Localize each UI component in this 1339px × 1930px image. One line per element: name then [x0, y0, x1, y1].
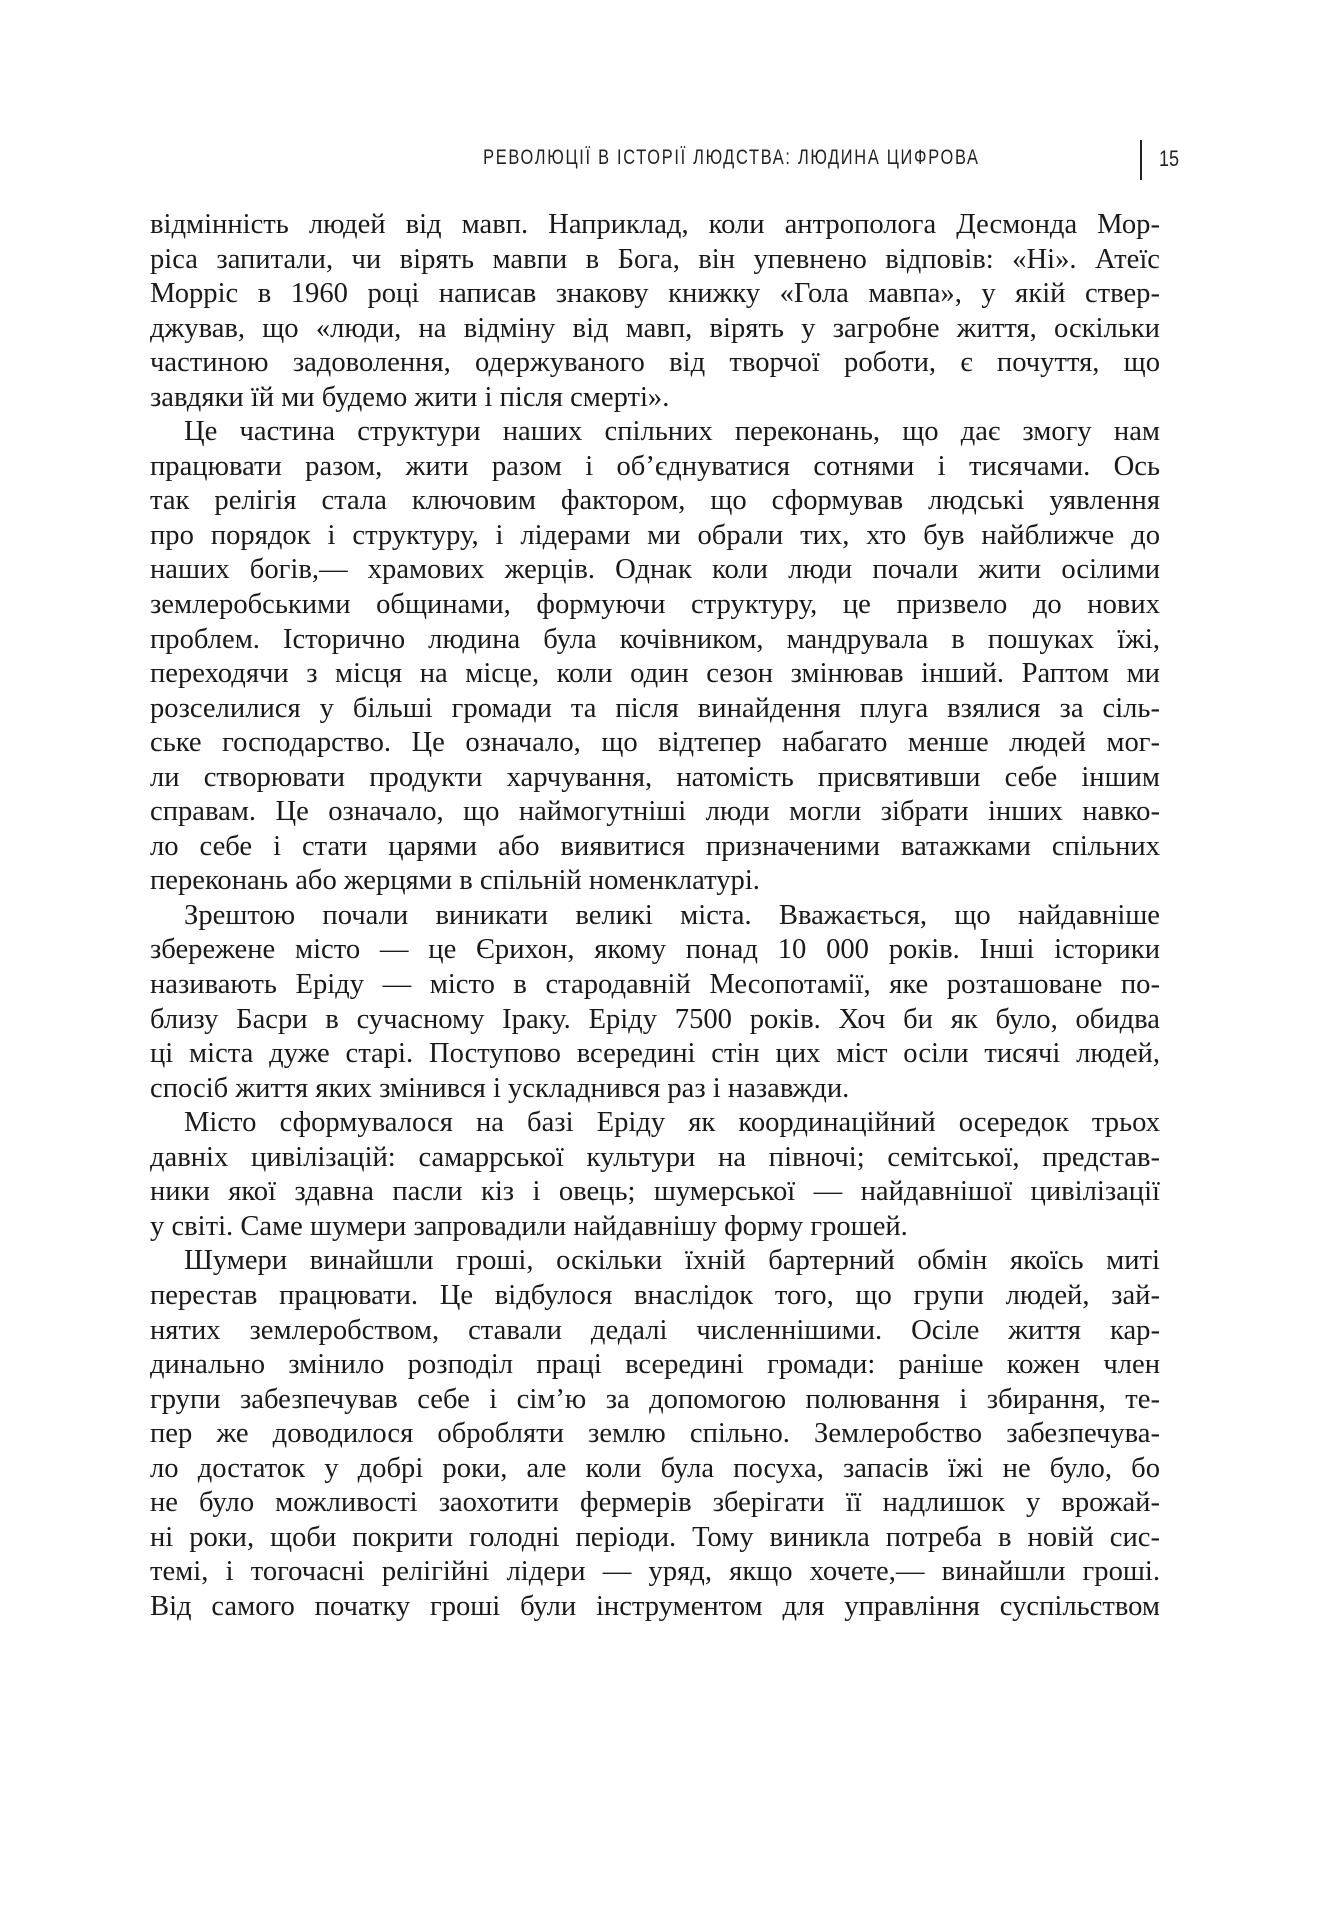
text-line: ні роки, щоби покрити голодні періоди. Тому виникла потреба в новій сис-	[150, 1521, 1160, 1553]
text-line: про порядок і структуру, і лідерами ми обрали тих, хто був найближче до	[150, 519, 1160, 551]
text-line: збережене місто — це Єрихон, якому понад 10 000 років. Інші історики	[150, 934, 1160, 966]
text-line: не було можливості заохотити фермерів зберігати її надлишок у врожай-	[150, 1487, 1160, 1519]
text-line: давніх цивілізацій: самаррської культури на півночі; семітської, представ-	[150, 1141, 1160, 1173]
page-number: 15	[1159, 146, 1180, 171]
text-line: називають Еріду — місто в стародавній Месопотамії, яке розташоване по-	[150, 969, 1160, 1001]
text-line: Морріс в 1960 році написав знакову книжку «Гола мавпа», у якій ствер-	[150, 278, 1160, 310]
text-line: завдяки їй ми будемо жити і після смерті».	[150, 381, 670, 413]
text-line: переконань або жерцями в спільній номенклатурі.	[150, 865, 760, 897]
text-line: ло себе і стати царями або виявитися призначеними ватажками спільних	[150, 830, 1160, 862]
text-line: Шумери винайшли гроші, оскільки їхній бартерний обмін якоїсь миті	[184, 1245, 1160, 1277]
text-line: землеробськими общинами, формуючи структуру, це призвело до нових	[150, 589, 1160, 621]
paragraph	[150, 1106, 1160, 1244]
text-line: переходячи з місця на місце, коли один сезон змінював інший. Раптом ми	[150, 658, 1160, 690]
body-text	[150, 208, 1160, 1624]
text-line: проблем. Історично людина була кочівником, мандрувала в пошуках їжі,	[150, 623, 1160, 655]
text-line: темі, і тогочасні релігійні лідери — уряд, якщо хочете,— винайшли гроші.	[150, 1556, 1160, 1588]
paragraph	[150, 208, 1160, 415]
text-line: джував, що «люди, на відміну від мавп, вірять у загробне життя, оскільки	[150, 312, 1160, 344]
text-line: працювати разом, жити разом і об’єднуватися сотнями і тисячами. Ось	[150, 450, 1160, 482]
text-line: Це частина структури наших спільних переконань, що дає змогу нам	[184, 416, 1160, 448]
text-line: перестав працювати. Це відбулося внаслідок того, що групи людей, зай-	[150, 1279, 1160, 1311]
paragraph	[150, 899, 1160, 1106]
text-line: справам. Це означало, що наймогутніші люди могли зібрати інших навко-	[150, 796, 1160, 828]
text-line: ці міста дуже старі. Поступово всередині стін цих міст осіли тисячі людей,	[150, 1038, 1160, 1070]
text-line: Зрештою почали виникати великі міста. Вважається, що найдавніше	[184, 899, 1160, 931]
header-divider	[1140, 140, 1142, 180]
text-line: у світі. Саме шумери запровадили найдавнішу форму грошей.	[150, 1210, 908, 1242]
text-line: Місто сформувалося на базі Еріду як координаційний осередок трьох	[184, 1107, 1160, 1139]
text-line: ріса запитали, чи вірять мавпи в Бога, він упевнено відповів: «Ні». Атеїс	[150, 243, 1160, 275]
text-line: нятих землеробством, ставали дедалі численнішими. Осіле життя кар-	[150, 1314, 1160, 1346]
text-line: Від самого початку гроші були інструментом для управління суспільством	[150, 1590, 1160, 1622]
text-line: ське господарство. Це означало, що відтепер набагато менше людей мог-	[150, 727, 1160, 759]
text-line: близу Басри в сучасному Іраку. Еріду 7500 років. Хоч би як було, обидва	[150, 1003, 1160, 1035]
text-line: розселилися у більші громади та після винайдення плуга взялися за сіль-	[150, 692, 1160, 724]
text-line: ли створювати продукти харчування, натомість присвятивши себе іншим	[150, 761, 1160, 793]
text-line: динально змінило розподіл праці всередині громади: раніше кожен член	[150, 1349, 1160, 1381]
running-header-title: РЕВОЛЮЦІЇ В ІСТОРІЇ ЛЮДСТВА: ЛЮДИНА ЦИФРОВА	[483, 146, 980, 169]
text-line: наших богів,— храмових жерців. Однак коли люди почали жити осілими	[150, 554, 1160, 586]
text-line: пер же доводилося обробляти землю спільно. Землеробство забезпечува-	[150, 1418, 1160, 1450]
text-line: відмінність людей від мавп. Наприклад, коли антрополога Десмонда Мор-	[150, 209, 1160, 240]
text-line: так релігія стала ключовим фактором, що сформував людські уявлення	[150, 485, 1160, 517]
text-line: ники якої здавна пасли кіз і овець; шумерської — найдавнішої цивілізації	[150, 1176, 1160, 1208]
paragraph	[150, 1244, 1160, 1624]
text-line: ло достаток у добрі роки, але коли була посуха, запасів їжі не було, бо	[150, 1452, 1160, 1484]
running-header	[150, 140, 1180, 180]
paragraph	[150, 415, 1160, 899]
text-line: частиною задоволення, одержуваного від творчої роботи, є почуття, що	[150, 347, 1160, 379]
text-line: спосіб життя яких змінився і ускладнився раз і назавжди.	[150, 1072, 850, 1104]
text-line: групи забезпечував себе і сім’ю за допомогою полювання і збирання, те-	[150, 1383, 1160, 1415]
